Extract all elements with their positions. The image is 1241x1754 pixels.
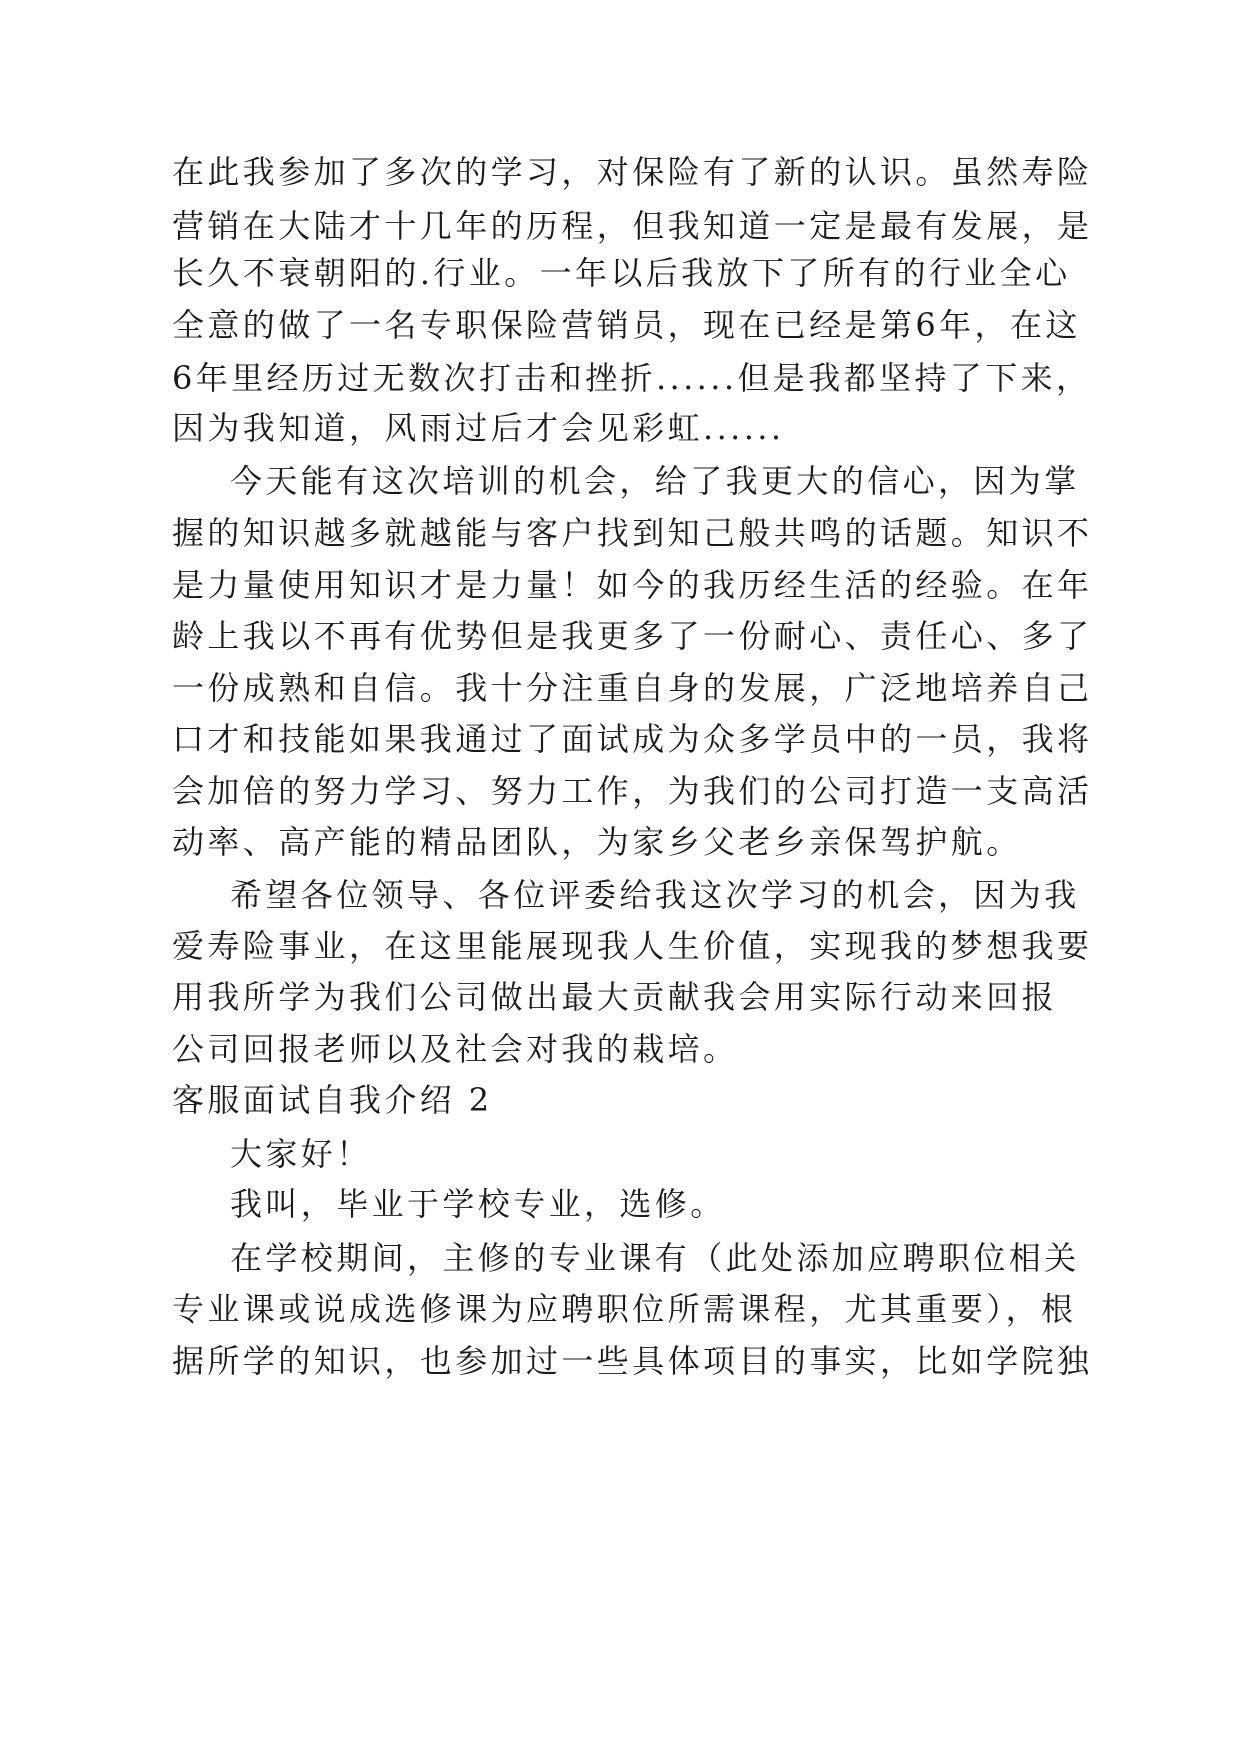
body-text-line: 口才和技能如果我通过了面试成为众多学员中的一员，我将: [172, 720, 1093, 758]
paragraph-first-line: 在学校期间，主修的专业课有（此处添加应聘职位相关: [230, 1239, 1080, 1277]
body-text-line: 爱寿险事业，在这里能展现我人生价值，实现我的梦想我要: [172, 927, 1093, 965]
body-text-line: 全意的做了一名专职保险营销员，现在已经是第6年，在这: [172, 306, 1081, 344]
paragraph-first-line: 我叫，毕业于学校专业，选修。: [230, 1185, 726, 1223]
body-text-line: 龄上我以不再有优势但是我更多了一份耐心、责任心、多了: [172, 617, 1093, 655]
body-text-line: 6年里经历过无数次打击和挫折......但是我都坚持了下来，: [172, 359, 1092, 397]
body-text-line: 动率、高产能的精品团队，为家乡父老乡亲保驾护航。: [172, 823, 1022, 861]
body-text-line: 营销在大陆才十几年的历程，但我知道一定是最有发展，是: [172, 207, 1093, 245]
body-text-line: 会加倍的努力学习、努力工作，为我们的公司打造一支高活: [172, 772, 1093, 810]
paragraph-first-line: 希望各位领导、各位评委给我这次学习的机会，因为我: [230, 876, 1080, 914]
body-text-line: 在此我参加了多次的学习，对保险有了新的认识。虽然寿险: [172, 153, 1093, 191]
greeting-line: 大家好！: [230, 1135, 372, 1173]
paragraph-first-line: 今天能有这次培训的机会，给了我更大的信心，因为掌: [230, 462, 1080, 500]
body-text-line: 一份成熟和自信。我十分注重自身的发展，广泛地培养自己: [172, 669, 1093, 707]
body-text-line: 握的知识越多就越能与客户找到知己般共鸣的话题。知识不: [172, 514, 1093, 552]
body-text-line: 公司回报老师以及社会对我的栽培。: [172, 1030, 739, 1068]
body-text-line: 因为我知道，风雨过后才会见彩虹......: [172, 409, 785, 447]
body-text-line: 据所学的知识，也参加过一些具体项目的事实，比如学院独: [172, 1342, 1093, 1380]
body-text-line: 是力量使用知识才是力量！如今的我历经生活的经验。在年: [172, 566, 1093, 604]
section-heading: 客服面试自我介绍 2: [172, 1081, 493, 1119]
body-text-line: 专业课或说成选修课为应聘职位所需课程，尤其重要），根: [172, 1290, 1077, 1328]
body-text-line: 用我所学为我们公司做出最大贡献我会用实际行动来回报: [172, 978, 1058, 1016]
body-text-line: 长久不衰朝阳的.行业。一年以后我放下了所有的行业全心: [172, 254, 1071, 292]
